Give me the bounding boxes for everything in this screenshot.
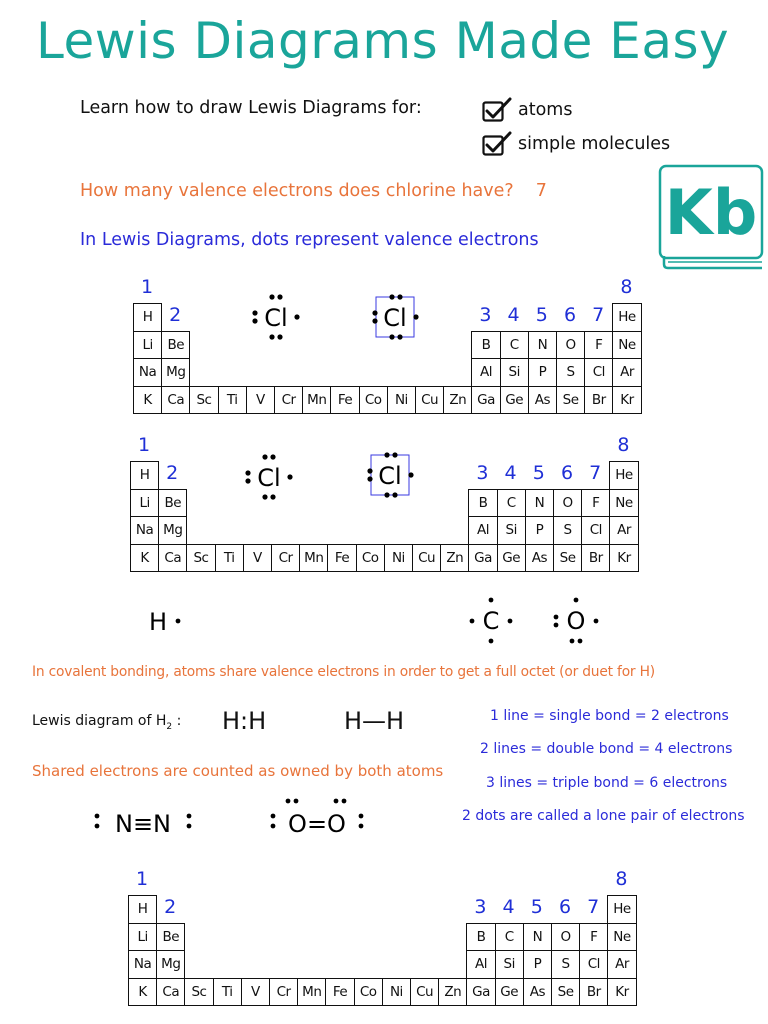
checklist-item-molecules	[482, 131, 670, 157]
h2-colon: :	[176, 713, 182, 729]
element-cell: Ti	[213, 978, 242, 1007]
group-label: 7	[587, 896, 600, 918]
group-label: 8	[620, 276, 633, 298]
bond-note-lone-pair: 2 dots are called a lone pair of electrons	[462, 808, 745, 824]
element-cell: Sc	[189, 386, 218, 415]
element-cell: Kr	[609, 544, 638, 573]
group-label: 5	[535, 304, 548, 326]
element-cell: H	[130, 461, 159, 490]
element-cell: Ga	[468, 544, 497, 573]
element-cell: Ca	[158, 544, 187, 573]
page-title: Lewis Diagrams Made Easy	[36, 12, 730, 70]
element-cell: V	[243, 544, 272, 573]
element-cell: He	[607, 895, 636, 924]
element-cell: Sc	[186, 544, 215, 573]
element-cell: Cl	[584, 358, 613, 387]
element-cell: Fe	[330, 386, 359, 415]
element-cell: N	[525, 489, 554, 518]
element-cell: Cr	[274, 386, 303, 415]
element-cell: F	[584, 331, 613, 360]
element-cell: Zn	[438, 978, 467, 1007]
element-cell: C	[497, 489, 526, 518]
element-cell: B	[466, 923, 495, 952]
element-cell: Ni	[384, 544, 413, 573]
h2-label-text: Lewis diagram of H	[32, 713, 167, 729]
element-cell: Be	[156, 923, 185, 952]
element-cell: C	[500, 331, 529, 360]
element-cell: Br	[584, 386, 613, 415]
group-label: 1	[140, 276, 154, 298]
element-cell: Co	[354, 978, 383, 1007]
element-cell: Be	[161, 331, 190, 360]
question-answer: 7	[535, 181, 547, 201]
element-cell: Co	[356, 544, 385, 573]
shared-note: Shared electrons are counted as owned by both atoms	[32, 762, 444, 780]
element-cell: Br	[579, 978, 608, 1007]
element-cell: K	[133, 386, 162, 415]
element-cell: Ca	[156, 978, 185, 1007]
group-label: 2	[169, 304, 182, 326]
o2-formula: O=O	[288, 810, 346, 838]
element-cell: F	[581, 489, 610, 518]
h2-dot-form: H:H	[222, 707, 267, 735]
element-cell: S	[551, 950, 580, 979]
bond-note-triple: 3 lines = triple bond = 6 electrons	[486, 775, 728, 791]
element-cell: Li	[128, 923, 157, 952]
covalent-note: In covalent bonding, atoms share valence electrons in order to get a full octet (or duet for H)	[32, 664, 655, 680]
group-label: 5	[532, 462, 545, 484]
element-cell: O	[553, 489, 582, 518]
group-label: 3	[474, 896, 487, 918]
group-label: 2	[164, 896, 177, 918]
checkbox-check-icon	[482, 97, 512, 123]
element-cell: V	[246, 386, 275, 415]
element-cell: Kr	[607, 978, 636, 1007]
element-cell: P	[528, 358, 557, 387]
element-cell: Se	[553, 544, 582, 573]
atom-symbol: Cl	[383, 304, 407, 332]
element-cell: H	[133, 303, 162, 332]
element-cell: Ni	[387, 386, 416, 415]
element-cell: Cu	[415, 386, 444, 415]
lewis-n2	[88, 804, 198, 846]
atom-symbol: Cl	[378, 462, 402, 490]
question-text: How many valence electrons does chlorine have?	[80, 181, 514, 201]
element-cell: Zn	[443, 386, 472, 415]
element-cell: Ti	[215, 544, 244, 573]
element-cell: Mn	[297, 978, 326, 1007]
group-label: 7	[589, 462, 602, 484]
element-cell: Na	[128, 950, 157, 979]
element-cell: Fe	[325, 978, 354, 1007]
element-cell: N	[528, 331, 557, 360]
group-label: 3	[476, 462, 489, 484]
element-cell: Mg	[158, 516, 187, 545]
checklist-item-atoms	[482, 97, 572, 123]
group-label: 4	[507, 304, 520, 326]
element-cell: Co	[359, 386, 388, 415]
learn-text: Learn how to draw Lewis Diagrams for:	[80, 98, 422, 118]
element-cell: Mg	[161, 358, 190, 387]
atom-symbol: Cl	[257, 464, 281, 492]
element-cell: C	[495, 923, 524, 952]
element-cell: Na	[130, 516, 159, 545]
element-cell: As	[525, 544, 554, 573]
element-cell: Cl	[579, 950, 608, 979]
element-cell: Al	[471, 358, 500, 387]
group-label: 1	[135, 868, 149, 890]
lewis-chlorine	[250, 292, 302, 344]
group-label: 7	[592, 304, 605, 326]
element-cell: P	[523, 950, 552, 979]
atom-symbol: H	[148, 608, 168, 636]
element-cell: Al	[468, 516, 497, 545]
lewis-o2	[264, 797, 370, 847]
element-cell: V	[241, 978, 270, 1007]
lewis-oxygen	[550, 596, 602, 646]
element-cell: Cu	[412, 544, 441, 573]
element-cell: Cu	[410, 978, 439, 1007]
h2-line-form: H—H	[344, 707, 405, 735]
element-cell: Mn	[299, 544, 328, 573]
group-label: 1	[137, 434, 151, 456]
element-cell: Cl	[581, 516, 610, 545]
checklist-label-molecules: simple molecules	[518, 134, 671, 154]
element-cell: Si	[500, 358, 529, 387]
bond-note-single: 1 line = single bond = 2 electrons	[490, 708, 729, 724]
element-cell: N	[523, 923, 552, 952]
group-label: 5	[530, 896, 543, 918]
element-cell: He	[612, 303, 641, 332]
lewis-chlorine-boxed	[365, 450, 417, 502]
periodic-table	[128, 870, 640, 1004]
group-label: 6	[560, 462, 574, 484]
element-cell: Ca	[161, 386, 190, 415]
element-cell: Na	[133, 358, 162, 387]
checklist-label-atoms: atoms	[518, 100, 573, 120]
atom-symbol: Cl	[264, 304, 288, 332]
bond-note-double: 2 lines = double bond = 4 electrons	[480, 741, 733, 757]
element-cell: Li	[133, 331, 162, 360]
element-cell: K	[130, 544, 159, 573]
element-cell: S	[556, 358, 585, 387]
element-cell: Ga	[471, 386, 500, 415]
group-label: 8	[615, 868, 628, 890]
n2-diagram	[88, 804, 198, 840]
element-cell: Ar	[609, 516, 638, 545]
h2-label	[32, 713, 181, 732]
element-cell: Ne	[609, 489, 638, 518]
element-cell: Cr	[271, 544, 300, 573]
element-cell: B	[468, 489, 497, 518]
element-cell: F	[579, 923, 608, 952]
valence-question	[80, 181, 547, 201]
element-cell: Ge	[495, 978, 524, 1007]
element-cell: Al	[466, 950, 495, 979]
element-cell: Mn	[302, 386, 331, 415]
element-cell: Ar	[612, 358, 641, 387]
element-cell: Kr	[612, 386, 641, 415]
dots-note: In Lewis Diagrams, dots represent valence electrons	[80, 230, 539, 250]
n2-formula: N≡N	[114, 810, 172, 838]
element-cell: Ar	[607, 950, 636, 979]
group-label: 6	[563, 304, 577, 326]
kb-logo	[658, 164, 764, 272]
atom-symbol: O	[566, 607, 586, 635]
element-cell: Zn	[440, 544, 469, 573]
h2-subscript: 2	[166, 721, 173, 732]
atom-symbol: C	[482, 607, 500, 635]
element-cell: Ne	[612, 331, 641, 360]
lewis-hydrogen	[146, 600, 186, 640]
element-cell: Ge	[497, 544, 526, 573]
element-cell: P	[525, 516, 554, 545]
element-cell: Se	[551, 978, 580, 1007]
element-cell: O	[551, 923, 580, 952]
element-cell: Ge	[500, 386, 529, 415]
element-cell: Ga	[466, 978, 495, 1007]
lewis-carbon	[466, 596, 516, 646]
element-cell: Se	[556, 386, 585, 415]
lewis-chlorine-boxed	[370, 292, 422, 344]
element-cell: S	[553, 516, 582, 545]
lewis-chlorine	[243, 452, 295, 504]
element-cell: Ni	[382, 978, 411, 1007]
element-cell: K	[128, 978, 157, 1007]
group-label: 4	[502, 896, 515, 918]
element-cell: Ti	[218, 386, 247, 415]
element-cell: As	[523, 978, 552, 1007]
element-cell: Si	[497, 516, 526, 545]
group-label: 4	[504, 462, 517, 484]
group-label: 8	[617, 434, 630, 456]
checkbox-check-icon	[482, 131, 512, 157]
logo-text: Kb	[664, 176, 758, 249]
element-cell: Br	[581, 544, 610, 573]
element-cell: B	[471, 331, 500, 360]
element-cell: He	[609, 461, 638, 490]
element-cell: Si	[495, 950, 524, 979]
element-cell: Li	[130, 489, 159, 518]
group-label: 3	[479, 304, 492, 326]
element-cell: H	[128, 895, 157, 924]
group-label: 2	[166, 462, 179, 484]
element-cell: Cr	[269, 978, 298, 1007]
element-cell: Mg	[156, 950, 185, 979]
element-cell: Ne	[607, 923, 636, 952]
element-cell: Fe	[327, 544, 356, 573]
element-cell: Sc	[184, 978, 213, 1007]
o2-diagram	[264, 797, 370, 841]
element-cell: Be	[158, 489, 187, 518]
group-label: 6	[558, 896, 572, 918]
element-cell: O	[556, 331, 585, 360]
element-cell: As	[528, 386, 557, 415]
